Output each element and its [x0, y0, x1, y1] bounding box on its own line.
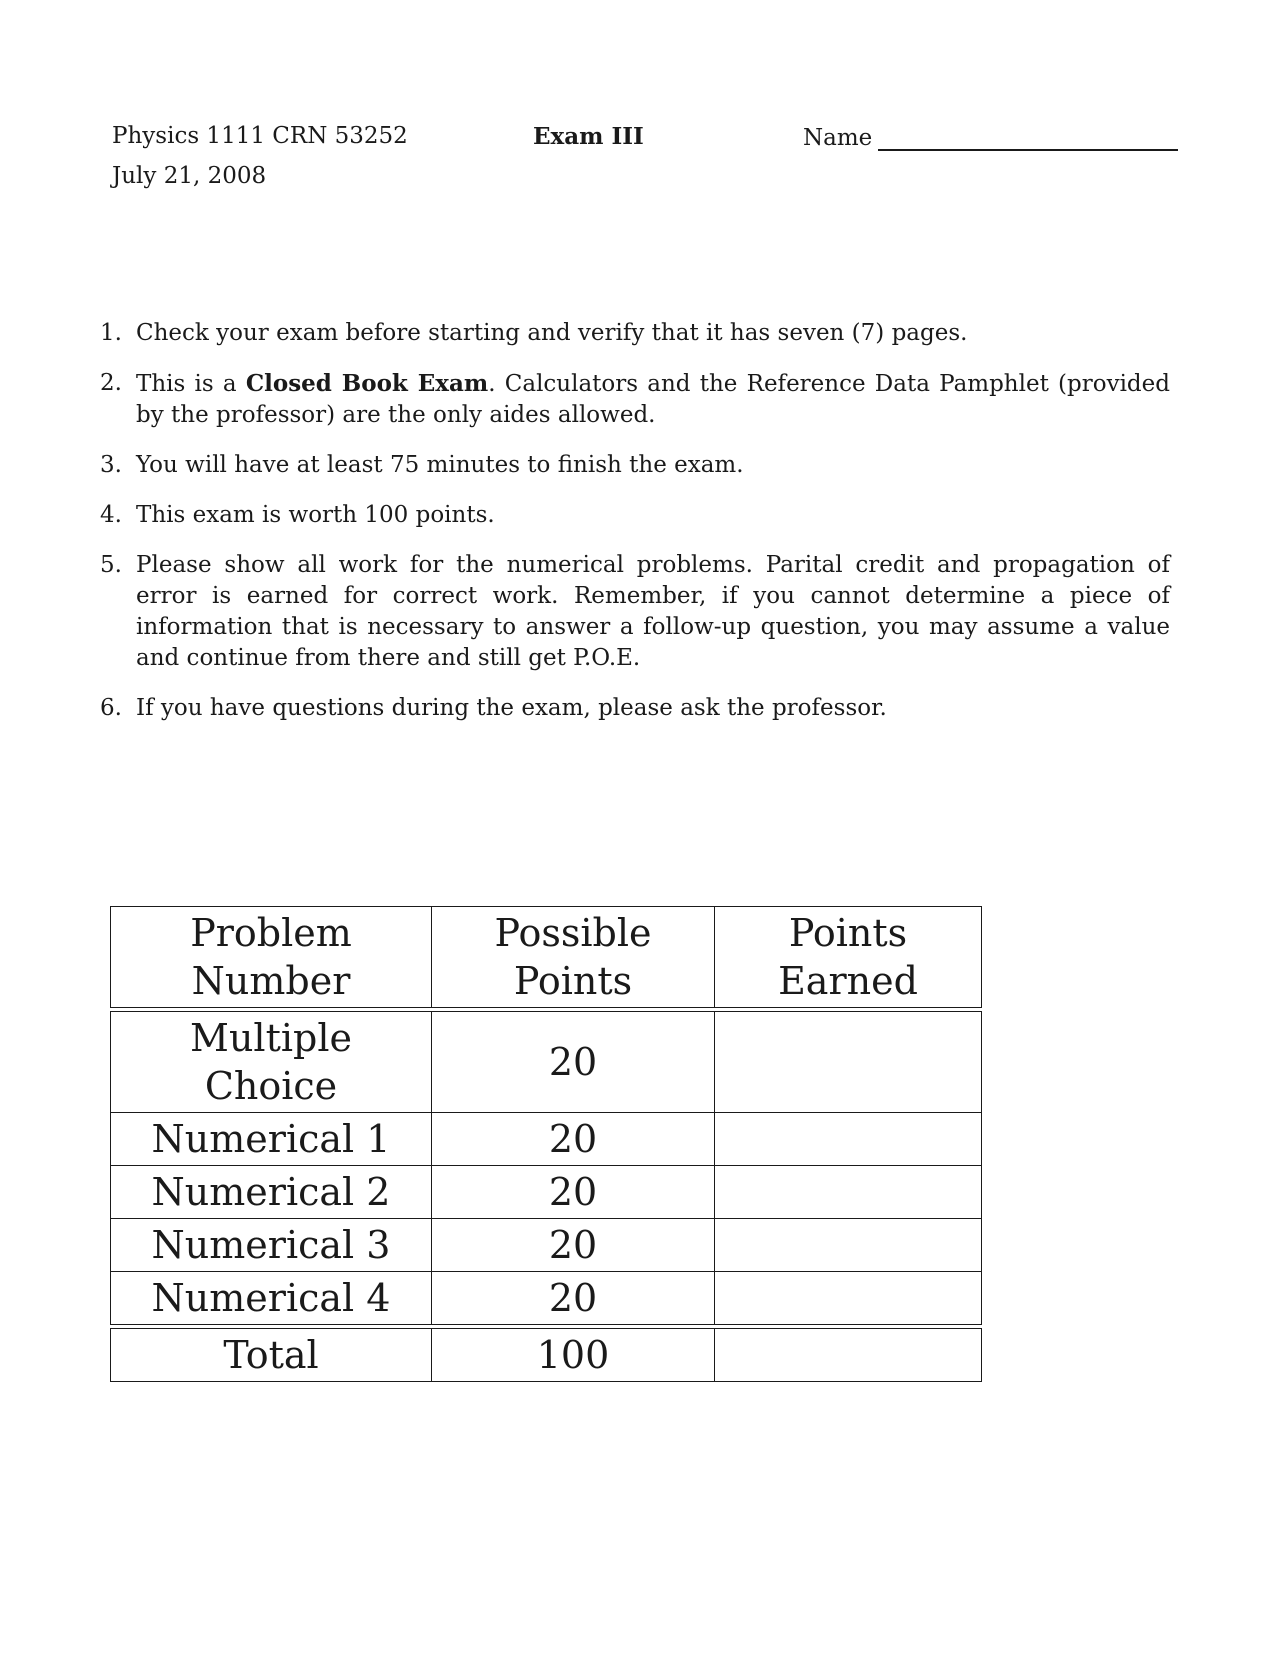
instruction-number: 5.: [100, 552, 122, 578]
name-label: Name: [803, 125, 873, 151]
score-table-header-row: [110, 906, 982, 1008]
instruction-text-pre: This is a: [136, 371, 246, 397]
total-possible-cell: 100: [431, 1328, 714, 1382]
header-points-earned: Points Earned: [714, 906, 982, 1008]
points-earned-cell[interactable]: [714, 1218, 982, 1271]
closed-book-emphasis: Closed Book Exam: [245, 370, 489, 397]
instruction-number: 4.: [100, 502, 122, 528]
points-earned-cell[interactable]: [714, 1271, 982, 1325]
instructions-list: [100, 318, 1170, 743]
instruction-text: Please show all work for the numerical problems. Parital credit and propagation of error is earned for correct work. Remember, if you cannot determine a piece of information that is necessary to answer a follow-up question, you may assume a value and continue from there and still get P.O.E.: [136, 552, 1170, 671]
exam-date: July 21, 2008: [112, 163, 267, 189]
header-possible-points: Possible Points: [431, 906, 714, 1008]
instruction-item: [100, 318, 1170, 349]
problem-cell: Numerical 3: [110, 1218, 431, 1271]
header-problem-number: Problem Number: [110, 906, 431, 1008]
instruction-number: 1.: [100, 320, 122, 346]
points-earned-cell[interactable]: [714, 1165, 982, 1218]
instruction-text-post: . Calculators and the Reference Data Pamphlet (provided by the professor) are the only aides allowed.: [136, 371, 1170, 428]
table-row: [110, 1112, 982, 1165]
total-earned-cell[interactable]: [714, 1328, 982, 1382]
table-row: [110, 1218, 982, 1271]
problem-cell: Numerical 2: [110, 1165, 431, 1218]
instruction-number: 6.: [100, 695, 122, 721]
table-row: [110, 1011, 982, 1112]
possible-points-cell: 20: [431, 1271, 714, 1325]
table-row: [110, 1165, 982, 1218]
possible-points-cell: 20: [431, 1112, 714, 1165]
possible-points-cell: 20: [431, 1165, 714, 1218]
possible-points-cell: 20: [431, 1011, 714, 1112]
problem-cell: Numerical 1: [110, 1112, 431, 1165]
problem-cell: Numerical 4: [110, 1271, 431, 1325]
points-earned-cell[interactable]: [714, 1112, 982, 1165]
problem-cell: Multiple Choice: [110, 1011, 431, 1112]
name-blank-line[interactable]: [878, 123, 1178, 151]
instruction-number: 2.: [100, 370, 122, 396]
instruction-text: If you have questions during the exam, please ask the professor.: [136, 695, 887, 721]
instruction-number: 3.: [100, 452, 122, 478]
instruction-text: [136, 368, 1170, 431]
instruction-item: [100, 368, 1170, 431]
score-table: [110, 906, 982, 1382]
instruction-item: [100, 450, 1170, 481]
total-label-cell: Total: [110, 1328, 431, 1382]
points-earned-cell[interactable]: [714, 1011, 982, 1112]
instruction-text: You will have at least 75 minutes to finish the exam.: [136, 452, 744, 478]
instruction-text: This exam is worth 100 points.: [136, 502, 495, 528]
instruction-item: [100, 550, 1170, 674]
table-row: [110, 1271, 982, 1325]
instruction-text: Check your exam before starting and verify that it has seven (7) pages.: [136, 320, 968, 346]
instruction-item: [100, 693, 1170, 724]
total-row: [110, 1328, 982, 1382]
possible-points-cell: 20: [431, 1218, 714, 1271]
exam-title: Exam III: [533, 123, 644, 150]
course-label: Physics 1111 CRN 53252: [112, 123, 408, 149]
instruction-item: [100, 500, 1170, 531]
name-field: [803, 123, 1178, 151]
